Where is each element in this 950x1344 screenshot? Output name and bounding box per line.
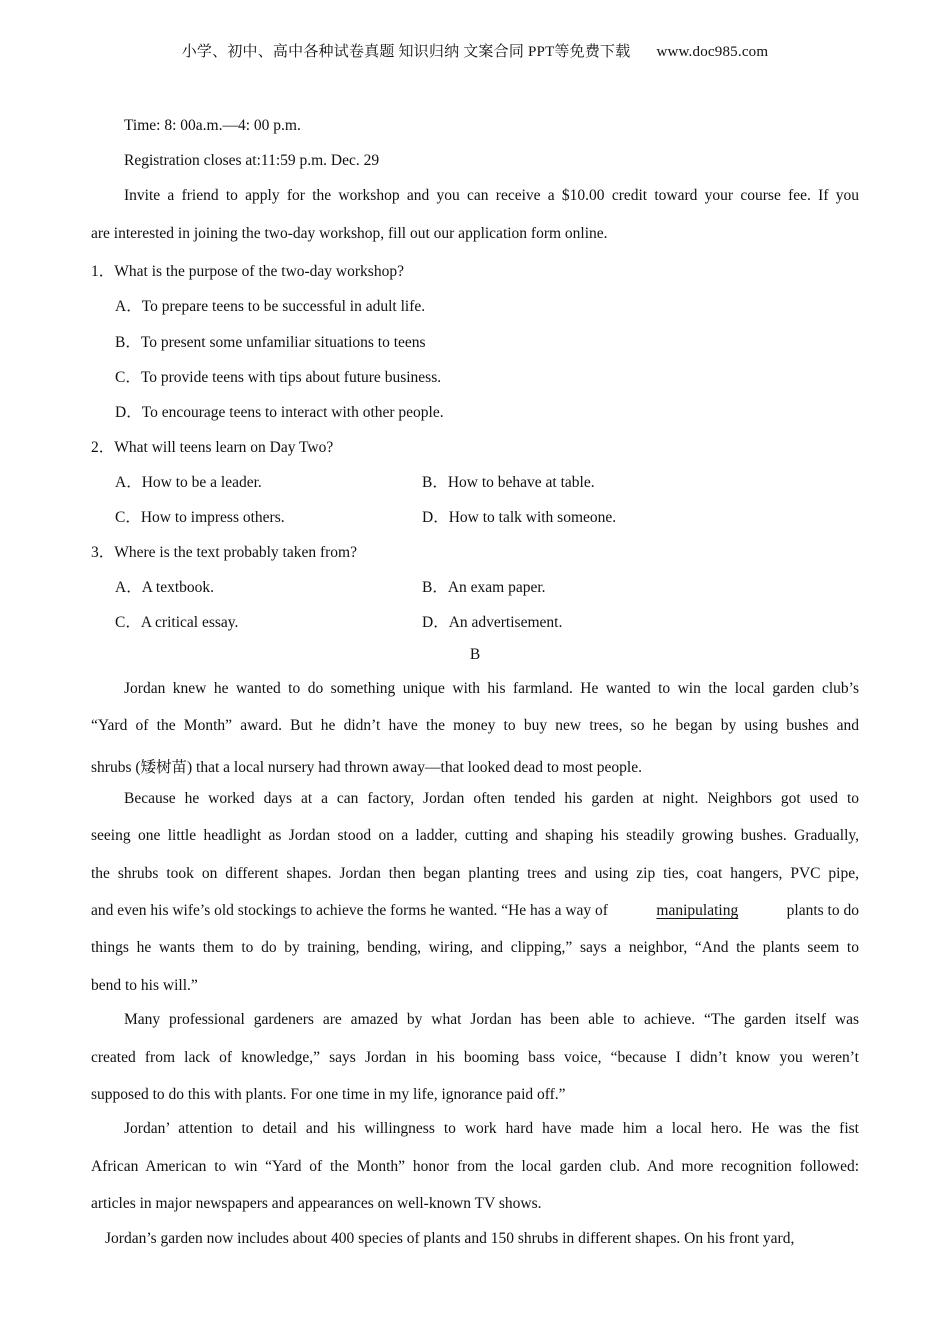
underlined-word: manipulating xyxy=(656,902,739,919)
question-1-option-b: B．To present some unfamiliar situations to teens xyxy=(115,334,426,351)
paragraph-2-line-4-end: plants to do xyxy=(786,902,859,919)
paragraph-3-line-1: Many professional gardeners are amazed by what Jordan has been able to achieve. “The garden itself was xyxy=(124,1011,859,1028)
question-1-option-a: A．To prepare teens to be successful in adult life. xyxy=(115,298,426,315)
question-3-stem: 3．Where is the text probably taken from? xyxy=(91,544,357,561)
question-3-option-d: D．An advertisement. xyxy=(422,614,563,631)
paragraph-3-line-3: supposed to do this with plants. For one time in my life, ignorance paid off.” xyxy=(91,1086,566,1103)
question-3-option-a: A．A textbook. xyxy=(115,579,215,596)
question-1-option-d: D．To encourage teens to interact with other people. xyxy=(115,404,444,421)
question-1-stem: 1．What is the purpose of the two-day workshop? xyxy=(91,263,404,280)
paragraph-2-line-5: things he wants them to do by training, bending, wiring, and clipping,” says a neighbor, “And the plants seem to xyxy=(91,939,859,956)
question-2-option-b: B．How to behave at table. xyxy=(422,474,595,491)
paragraph-3-line-2: created from lack of knowledge,” says Jordan in his booming bass voice, “because I didn’t know you weren’t xyxy=(91,1049,859,1066)
section-b-heading: B xyxy=(469,646,481,663)
notice-invite-line1: Invite a friend to apply for the workshop and you can receive a $10.00 credit toward your course fee. If you xyxy=(124,187,859,204)
paragraph-2-line-6: bend to his will.” xyxy=(91,977,198,994)
question-2-option-c: C．How to impress others. xyxy=(115,509,285,526)
paragraph-1-line-3: shrubs (矮树苗) that a local nursery had thrown away—that looked dead to most people. xyxy=(91,759,642,776)
header-title: 小学、初中、高中各种试卷真题 知识归纳 文案合同 PPT等免费下载 xyxy=(181,44,631,60)
question-2-option-a: A．How to be a leader. xyxy=(115,474,262,491)
notice-registration: Registration closes at:11:59 p.m. Dec. 29 xyxy=(124,152,380,169)
paragraph-4-line-1: Jordan’ attention to detail and his willingness to work hard have made him a local hero. He was the fist xyxy=(124,1120,859,1137)
question-2-stem: 2．What will teens learn on Day Two? xyxy=(91,439,334,456)
question-3-option-b: B．An exam paper. xyxy=(422,579,546,596)
header-site: www.doc985.com xyxy=(656,44,769,60)
paragraph-2-line-1: Because he worked days at a can factory, Jordan often tended his garden at night. Neighbors got used to xyxy=(124,790,859,807)
paragraph-1-line-1: Jordan knew he wanted to do something unique with his farmland. He wanted to win the local garden club’s xyxy=(124,680,859,697)
paragraph-2-line-3: the shrubs took on different shapes. Jordan then began planting trees and using zip ties, coat hangers, PVC pipe, xyxy=(91,865,859,882)
paragraph-4-line-2: African American to win “Yard of the Month” honor from the local garden club. And more recognition followed: xyxy=(91,1158,859,1175)
paragraph-5-line-1: Jordan’s garden now includes about 400 species of plants and 150 shrubs in different shapes. On his front yard, xyxy=(105,1230,795,1247)
notice-time: Time: 8: 00a.m.—4: 00 p.m. xyxy=(124,117,301,134)
paragraph-2-line-4 xyxy=(91,902,859,920)
paragraph-4-line-3: articles in major newspapers and appearances on well-known TV shows. xyxy=(91,1195,542,1212)
paragraph-2-line-4-start: and even his wife’s old stockings to achieve the forms he wanted. “He has a way of xyxy=(91,902,608,919)
question-2-option-d: D．How to talk with someone. xyxy=(422,509,617,526)
page-header xyxy=(0,40,950,61)
question-3-option-c: C．A critical essay. xyxy=(115,614,239,631)
question-1-option-c: C．To provide teens with tips about future business. xyxy=(115,369,442,386)
paragraph-2-line-2: seeing one little headlight as Jordan stood on a ladder, cutting and shaping his steadily growing bushes. Gradually, xyxy=(91,827,859,844)
notice-invite-line2: are interested in joining the two-day workshop, fill out our application form online. xyxy=(91,225,608,242)
paragraph-1-line-2: “Yard of the Month” award. But he didn’t have the money to buy new trees, so he began by using bushes and xyxy=(91,717,859,734)
